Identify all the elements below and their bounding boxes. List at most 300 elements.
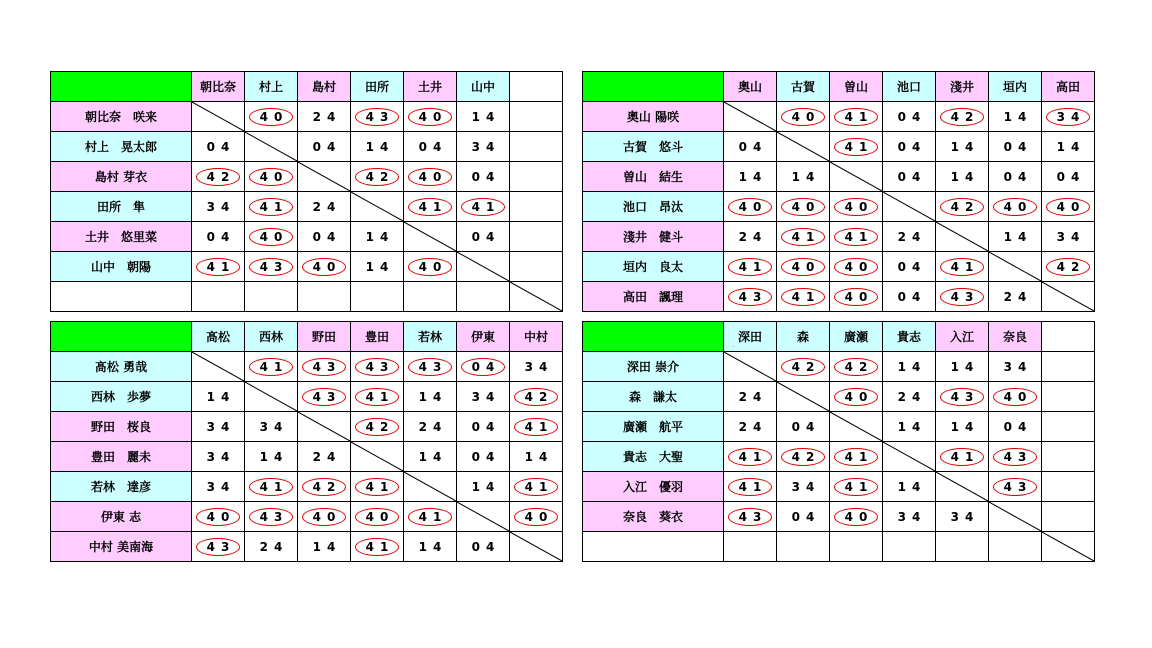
score-value: 41	[461, 198, 506, 216]
score-value: 24	[418, 419, 448, 434]
score-value: 43	[940, 388, 985, 406]
player-name: 土井 悠里菜	[51, 222, 192, 252]
score-cell	[883, 222, 936, 252]
score-cell	[351, 282, 404, 312]
score-cell-win	[1042, 192, 1095, 222]
score-cell	[989, 412, 1042, 442]
score-cell-win	[192, 502, 245, 532]
score-cell-win	[1042, 252, 1095, 282]
player-name: 古賀 悠斗	[583, 132, 724, 162]
score-cell	[298, 442, 351, 472]
score-value: 40	[302, 258, 347, 276]
score-cell-win	[245, 162, 298, 192]
diagonal-cell	[192, 102, 245, 132]
column-header: 曽山	[830, 72, 883, 102]
score-cell-win	[351, 472, 404, 502]
player-name: 奥山 陽咲	[583, 102, 724, 132]
table-row	[583, 162, 1095, 192]
score-value: 14	[259, 449, 289, 464]
diagonal-line	[989, 252, 1041, 281]
score-value: 40	[1046, 198, 1091, 216]
score-value: 04	[206, 139, 236, 154]
score-value: 40	[834, 198, 879, 216]
player-name: 中村 美南海	[51, 532, 192, 562]
score-cell-win	[724, 472, 777, 502]
score-value: 41	[408, 198, 453, 216]
player-name: 奈良 葵衣	[583, 502, 724, 532]
score-value: 40	[196, 508, 241, 526]
diagonal-line	[724, 102, 776, 131]
score-cell	[457, 412, 510, 442]
score-value: 34	[1056, 229, 1086, 244]
table-row	[51, 472, 563, 502]
score-value: 43	[728, 288, 773, 306]
score-value: 34	[206, 449, 236, 464]
table-row	[51, 382, 563, 412]
score-cell	[298, 282, 351, 312]
column-header	[1042, 322, 1095, 352]
score-value: 34	[206, 479, 236, 494]
score-value: 04	[897, 109, 927, 124]
score-cell	[936, 352, 989, 382]
column-header: 高田	[1042, 72, 1095, 102]
score-cell-win	[936, 382, 989, 412]
diagonal-cell	[298, 412, 351, 442]
score-value: 04	[791, 419, 821, 434]
table-row	[583, 502, 1095, 532]
score-value: 14	[365, 229, 395, 244]
table-row	[583, 132, 1095, 162]
score-cell-win	[351, 412, 404, 442]
diagonal-line	[777, 382, 829, 411]
diagonal-line	[192, 352, 244, 381]
score-cell-win	[510, 502, 563, 532]
score-value: 41	[834, 478, 879, 496]
score-value: 14	[897, 359, 927, 374]
score-cell	[245, 412, 298, 442]
column-header	[510, 72, 563, 102]
table-row	[51, 132, 563, 162]
diagonal-line	[510, 532, 562, 561]
score-value: 34	[1003, 359, 1033, 374]
score-value: 04	[791, 509, 821, 524]
score-value: 04	[471, 449, 501, 464]
score-value: 43	[249, 258, 294, 276]
diagonal-cell	[510, 282, 563, 312]
score-cell-win	[245, 252, 298, 282]
score-value: 41	[408, 508, 453, 526]
score-value: 42	[196, 168, 241, 186]
diagonal-cell	[457, 502, 510, 532]
player-name: 野田 桜良	[51, 412, 192, 442]
player-name: 伊東 志	[51, 502, 192, 532]
score-cell	[245, 442, 298, 472]
score-cell	[404, 132, 457, 162]
score-cell-win	[989, 442, 1042, 472]
score-value: 43	[355, 108, 400, 126]
score-cell-win	[936, 102, 989, 132]
score-value: 43	[196, 538, 241, 556]
player-name: 貴志 大聖	[583, 442, 724, 472]
score-value: 34	[471, 389, 501, 404]
score-cell-win	[777, 352, 830, 382]
diagonal-cell	[989, 252, 1042, 282]
score-value: 14	[791, 169, 821, 184]
score-cell	[298, 192, 351, 222]
column-header: 奥山	[724, 72, 777, 102]
score-value: 40	[993, 198, 1038, 216]
score-cell	[351, 252, 404, 282]
score-cell-win	[457, 352, 510, 382]
diagonal-cell	[936, 222, 989, 252]
score-value: 41	[249, 358, 294, 376]
score-value: 42	[355, 168, 400, 186]
score-cell	[457, 472, 510, 502]
score-value: 40	[249, 228, 294, 246]
diagonal-cell	[351, 192, 404, 222]
score-value: 41	[728, 258, 773, 276]
score-cell-win	[777, 192, 830, 222]
score-value: 04	[1003, 419, 1033, 434]
player-name: 垣内 良太	[583, 252, 724, 282]
table-row	[51, 252, 563, 282]
score-cell	[777, 472, 830, 502]
score-cell	[883, 532, 936, 562]
score-cell	[1042, 222, 1095, 252]
score-cell	[245, 282, 298, 312]
score-cell	[1042, 162, 1095, 192]
table-row	[583, 532, 1095, 562]
score-cell	[192, 222, 245, 252]
score-cell-win	[457, 192, 510, 222]
column-header: 田所	[351, 72, 404, 102]
score-value: 24	[259, 539, 289, 554]
score-value: 04	[461, 358, 506, 376]
score-table-2	[582, 71, 1095, 312]
table-row	[583, 352, 1095, 382]
table-row	[583, 192, 1095, 222]
score-value: 24	[738, 389, 768, 404]
score-cell	[989, 132, 1042, 162]
score-value: 40	[408, 258, 453, 276]
score-cell	[457, 222, 510, 252]
diagonal-line	[351, 442, 403, 471]
diagonal-line	[830, 412, 882, 441]
score-cell	[1042, 472, 1095, 502]
score-value: 41	[834, 448, 879, 466]
score-cell-win	[777, 282, 830, 312]
score-cell-win	[510, 382, 563, 412]
score-value: 42	[781, 448, 826, 466]
score-cell-win	[830, 352, 883, 382]
score-value: 14	[897, 419, 927, 434]
score-cell	[404, 382, 457, 412]
score-cell	[883, 502, 936, 532]
score-cell-win	[724, 442, 777, 472]
diagonal-cell	[192, 352, 245, 382]
diagonal-line	[245, 132, 297, 161]
score-value: 14	[1003, 109, 1033, 124]
table-row	[51, 352, 563, 382]
player-name: 島村 芽衣	[51, 162, 192, 192]
score-cell-win	[1042, 102, 1095, 132]
player-name: 廣瀬 航平	[583, 412, 724, 442]
score-cell-win	[777, 222, 830, 252]
diagonal-line	[989, 502, 1041, 531]
score-cell	[510, 192, 563, 222]
score-cell	[298, 132, 351, 162]
player-name: 豊田 麗未	[51, 442, 192, 472]
score-cell-win	[245, 472, 298, 502]
score-cell	[1042, 352, 1095, 382]
score-value: 14	[1003, 229, 1033, 244]
score-value: 34	[259, 419, 289, 434]
score-value: 41	[514, 478, 559, 496]
score-value: 40	[993, 388, 1038, 406]
score-value: 04	[897, 139, 927, 154]
table-row	[583, 282, 1095, 312]
score-cell-win	[724, 502, 777, 532]
score-value: 14	[365, 139, 395, 154]
score-value: 43	[355, 358, 400, 376]
column-header: 垣内	[989, 72, 1042, 102]
score-cell-win	[777, 442, 830, 472]
score-cell-win	[192, 532, 245, 562]
score-cell-win	[724, 192, 777, 222]
score-cell-win	[830, 252, 883, 282]
score-cell-win	[777, 102, 830, 132]
column-header: 廣瀬	[830, 322, 883, 352]
score-cell	[777, 162, 830, 192]
diagonal-line	[830, 162, 882, 191]
score-value: 40	[355, 508, 400, 526]
score-cell	[298, 222, 351, 252]
diagonal-line	[883, 442, 935, 471]
diagonal-line	[936, 472, 988, 501]
score-value: 34	[524, 359, 554, 374]
score-cell	[724, 412, 777, 442]
diagonal-cell	[883, 442, 936, 472]
score-cell-win	[510, 412, 563, 442]
table-row	[583, 472, 1095, 502]
player-name: 森 謙太	[583, 382, 724, 412]
score-value: 41	[728, 478, 773, 496]
score-cell	[510, 132, 563, 162]
score-value: 04	[312, 229, 342, 244]
score-value: 34	[897, 509, 927, 524]
diagonal-cell	[351, 442, 404, 472]
score-value: 41	[355, 388, 400, 406]
score-value: 34	[791, 479, 821, 494]
diagonal-line	[1042, 282, 1094, 311]
score-cell	[777, 502, 830, 532]
diagonal-line	[457, 252, 509, 281]
score-cell-win	[192, 162, 245, 192]
score-value: 41	[834, 138, 879, 156]
score-cell-win	[351, 382, 404, 412]
score-cell-win	[830, 502, 883, 532]
score-value: 40	[834, 288, 879, 306]
score-cell	[883, 352, 936, 382]
diagonal-cell	[1042, 532, 1095, 562]
score-value: 40	[249, 108, 294, 126]
score-cell-win	[245, 502, 298, 532]
score-value: 40	[408, 108, 453, 126]
player-name: 山中 朝陽	[51, 252, 192, 282]
table-row	[583, 252, 1095, 282]
table-row	[583, 382, 1095, 412]
score-value: 42	[940, 198, 985, 216]
score-value: 24	[312, 449, 342, 464]
score-value: 14	[471, 109, 501, 124]
score-cell-win	[830, 442, 883, 472]
table-row	[583, 102, 1095, 132]
score-cell	[1042, 502, 1095, 532]
score-value: 43	[993, 448, 1038, 466]
score-value: 04	[312, 139, 342, 154]
diagonal-cell	[830, 162, 883, 192]
player-name: 曽山 結生	[583, 162, 724, 192]
score-value: 41	[834, 228, 879, 246]
score-cell	[777, 412, 830, 442]
diagonal-cell	[830, 412, 883, 442]
score-value: 40	[302, 508, 347, 526]
score-value: 04	[471, 169, 501, 184]
score-value: 40	[834, 388, 879, 406]
table-row	[51, 532, 563, 562]
score-value: 04	[1056, 169, 1086, 184]
score-value: 04	[471, 229, 501, 244]
score-cell	[777, 532, 830, 562]
score-cell	[457, 442, 510, 472]
score-cell	[883, 472, 936, 502]
score-value: 43	[408, 358, 453, 376]
score-value: 14	[950, 139, 980, 154]
score-cell-win	[830, 222, 883, 252]
score-value: 34	[1046, 108, 1091, 126]
score-value: 24	[738, 419, 768, 434]
score-cell	[936, 412, 989, 442]
score-cell	[936, 162, 989, 192]
score-value: 43	[728, 508, 773, 526]
diagonal-cell	[298, 162, 351, 192]
diagonal-line	[298, 412, 350, 441]
player-name	[583, 532, 724, 562]
score-cell-win	[830, 132, 883, 162]
score-cell-win	[298, 352, 351, 382]
diagonal-line	[457, 502, 509, 531]
score-cell-win	[777, 252, 830, 282]
score-cell-win	[351, 502, 404, 532]
score-cell	[936, 132, 989, 162]
diagonal-line	[245, 382, 297, 411]
score-value: 41	[355, 538, 400, 556]
corner-cell	[51, 322, 192, 352]
score-value: 41	[781, 288, 826, 306]
table-row	[51, 192, 563, 222]
score-cell	[404, 412, 457, 442]
score-cell	[510, 162, 563, 192]
score-value: 43	[249, 508, 294, 526]
score-cell	[351, 222, 404, 252]
score-value: 14	[418, 389, 448, 404]
score-cell	[936, 502, 989, 532]
score-value: 04	[1003, 169, 1033, 184]
score-value: 04	[897, 289, 927, 304]
score-cell-win	[989, 192, 1042, 222]
column-header: 若林	[404, 322, 457, 352]
score-cell	[883, 102, 936, 132]
column-header: 中村	[510, 322, 563, 352]
score-value: 04	[897, 169, 927, 184]
player-name	[51, 282, 192, 312]
corner-cell	[583, 322, 724, 352]
table-row	[51, 282, 563, 312]
score-cell	[989, 282, 1042, 312]
score-cell-win	[245, 222, 298, 252]
score-value: 24	[1003, 289, 1033, 304]
score-value: 40	[781, 108, 826, 126]
score-cell	[510, 222, 563, 252]
diagonal-cell	[936, 472, 989, 502]
player-name: 髙松 勇哉	[51, 352, 192, 382]
score-value: 42	[940, 108, 985, 126]
score-cell	[989, 222, 1042, 252]
score-value: 14	[471, 479, 501, 494]
column-header: 森	[777, 322, 830, 352]
score-cell	[192, 282, 245, 312]
score-cell	[298, 532, 351, 562]
player-name: 高田 諷理	[583, 282, 724, 312]
score-value: 04	[738, 139, 768, 154]
diagonal-line	[510, 282, 562, 311]
diagonal-line	[777, 132, 829, 161]
score-value: 14	[1056, 139, 1086, 154]
diagonal-line	[404, 222, 456, 251]
column-header: 朝比奈	[192, 72, 245, 102]
score-cell-win	[936, 252, 989, 282]
score-value: 14	[950, 169, 980, 184]
column-header: 西林	[245, 322, 298, 352]
score-cell	[883, 282, 936, 312]
diagonal-cell	[777, 382, 830, 412]
score-value: 24	[897, 389, 927, 404]
score-value: 41	[249, 478, 294, 496]
score-cell	[245, 532, 298, 562]
score-value: 40	[781, 198, 826, 216]
score-table-1	[50, 71, 563, 312]
score-value: 41	[249, 198, 294, 216]
score-cell	[1042, 442, 1095, 472]
column-header: 髙松	[192, 322, 245, 352]
score-value: 04	[471, 539, 501, 554]
player-name: 若林 達彦	[51, 472, 192, 502]
score-cell-win	[351, 102, 404, 132]
column-header: 土井	[404, 72, 457, 102]
score-value: 14	[897, 479, 927, 494]
score-value: 24	[312, 109, 342, 124]
diagonal-cell	[989, 502, 1042, 532]
diagonal-line	[192, 102, 244, 131]
score-cell-win	[245, 192, 298, 222]
diagonal-cell	[1042, 282, 1095, 312]
score-cell	[510, 102, 563, 132]
score-cell-win	[245, 352, 298, 382]
score-value: 14	[950, 419, 980, 434]
score-cell-win	[830, 282, 883, 312]
diagonal-line	[404, 472, 456, 501]
score-cell-win	[351, 162, 404, 192]
